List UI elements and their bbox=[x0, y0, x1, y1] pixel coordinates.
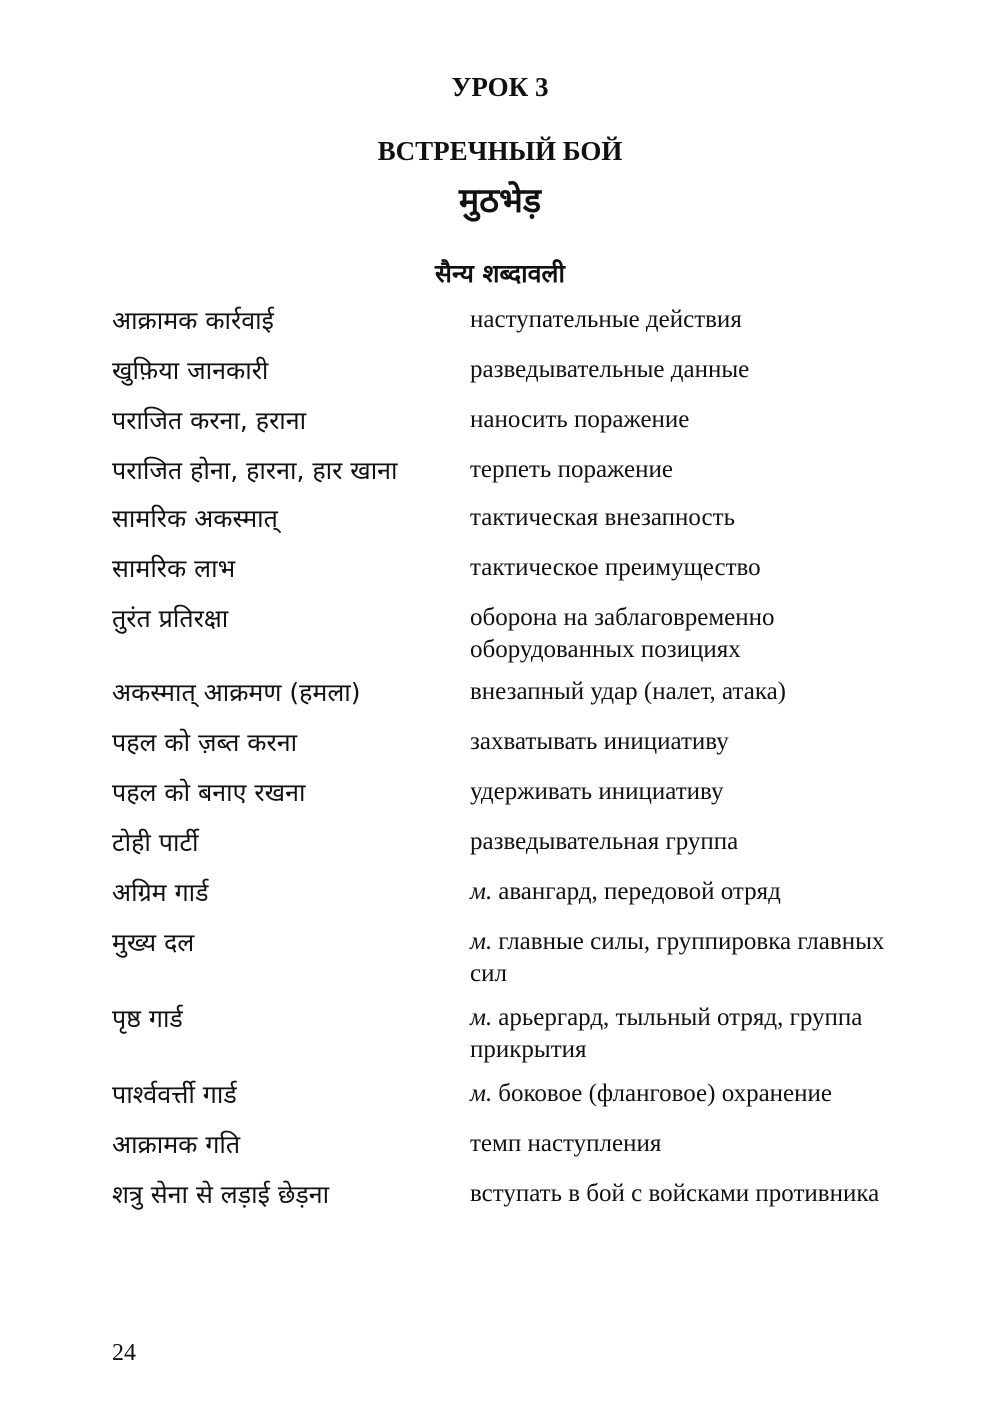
vocab-row bbox=[112, 1128, 912, 1162]
vocab-row bbox=[112, 726, 912, 760]
vocab-russian-translation bbox=[470, 404, 912, 436]
vocab-row bbox=[112, 1178, 912, 1212]
vocab-russian-text: разведывательная группа bbox=[470, 828, 739, 855]
vocab-russian-text: тактическая внезапность bbox=[470, 504, 735, 531]
vocab-row bbox=[112, 826, 912, 860]
vocab-abbreviation: м. bbox=[470, 1080, 493, 1107]
vocab-hindi-term: पार्श्ववर्त्ती गार्ड bbox=[112, 1080, 237, 1109]
vocab-hindi-term: सामरिक लाभ bbox=[112, 554, 236, 583]
vocab-russian-translation bbox=[470, 776, 912, 808]
vocab-russian-text: оборона на заблаговременно оборудованных позициях bbox=[470, 604, 775, 663]
vocab-hindi-term: पहल को ज़ब्त करना bbox=[112, 728, 298, 757]
vocab-russian-translation bbox=[470, 454, 912, 486]
vocab-russian-translation bbox=[470, 552, 912, 584]
vocab-hindi-term: आक्रामक गति bbox=[112, 1130, 241, 1159]
vocab-russian-translation bbox=[470, 926, 912, 990]
vocab-row bbox=[112, 1002, 912, 1066]
vocab-hindi-term: मुख्य दल bbox=[112, 928, 195, 957]
vocab-russian-text: наступательные действия bbox=[470, 306, 742, 333]
vocab-abbreviation: м. bbox=[470, 1004, 493, 1031]
vocab-russian-translation bbox=[470, 676, 912, 708]
vocab-row bbox=[112, 602, 912, 666]
vocab-russian-translation bbox=[470, 502, 912, 534]
vocab-row bbox=[112, 404, 912, 438]
lesson-title-hindi: मुठभेड़ bbox=[458, 181, 542, 221]
vocab-russian-translation bbox=[470, 304, 912, 336]
vocab-hindi-term: पहल को बनाए रखना bbox=[112, 778, 306, 807]
vocab-row bbox=[112, 776, 912, 810]
vocabulary-heading: सैन्य शब्दावली bbox=[435, 259, 565, 288]
vocab-russian-translation bbox=[470, 602, 912, 666]
vocab-hindi-term: अकस्मात् आक्रमण (हमला) bbox=[112, 678, 361, 707]
vocab-russian-text: внезапный удар (налет, атака) bbox=[470, 678, 787, 705]
vocab-russian-text: боковое (фланговое) охранение bbox=[498, 1080, 832, 1107]
vocab-abbreviation: м. bbox=[470, 878, 493, 905]
vocab-russian-translation bbox=[470, 354, 912, 386]
vocab-hindi-term: अग्रिम गार्ड bbox=[112, 878, 209, 907]
vocab-row bbox=[112, 926, 912, 990]
vocab-russian-text: арьергард, тыльный отряд, группа прикрытия bbox=[470, 1004, 863, 1063]
vocab-row bbox=[112, 1078, 912, 1112]
vocab-russian-text: наносить поражение bbox=[470, 406, 690, 433]
vocab-row bbox=[112, 354, 912, 388]
vocab-russian-text: главные силы, группировка главных сил bbox=[470, 928, 885, 987]
vocab-russian-text: вступать в бой с войсками противника bbox=[470, 1180, 880, 1207]
vocab-row bbox=[112, 676, 912, 710]
vocab-russian-text: авангард, передовой отряд bbox=[498, 878, 781, 905]
vocab-hindi-term: आक्रामक कार्रवाई bbox=[112, 306, 274, 335]
vocab-hindi-term: तुरंत प्रतिरक्षा bbox=[112, 604, 229, 633]
page-number: 24 bbox=[112, 1340, 136, 1366]
vocab-russian-text: терпеть поражение bbox=[470, 456, 673, 483]
vocab-russian-translation bbox=[470, 726, 912, 758]
vocab-hindi-term: टोही पार्टी bbox=[112, 828, 199, 857]
vocab-russian-text: темп наступления bbox=[470, 1130, 662, 1157]
vocab-row bbox=[112, 304, 912, 338]
vocab-hindi-term: पराजित होना, हारना, हार खाना bbox=[112, 456, 398, 485]
vocab-russian-translation bbox=[470, 1128, 912, 1160]
vocab-russian-text: захватывать инициативу bbox=[470, 728, 729, 755]
lesson-number: УРОК 3 bbox=[451, 72, 549, 102]
vocab-row bbox=[112, 454, 912, 488]
vocabulary-list bbox=[112, 304, 912, 1212]
lesson-title-russian: ВСТРЕЧНЫЙ БОЙ bbox=[377, 136, 623, 166]
vocab-hindi-term: पराजित करना, हराना bbox=[112, 406, 307, 435]
vocab-russian-translation bbox=[470, 876, 912, 908]
vocab-russian-translation bbox=[470, 1178, 912, 1210]
vocab-hindi-term: शत्रु सेना से लड़ाई छेड़ना bbox=[112, 1180, 330, 1209]
vocab-hindi-term: सामरिक अकस्मात् bbox=[112, 504, 278, 533]
vocab-russian-translation bbox=[470, 1078, 912, 1110]
vocab-row bbox=[112, 552, 912, 586]
vocab-russian-text: удерживать инициативу bbox=[470, 778, 724, 805]
vocab-russian-text: разведывательные данные bbox=[470, 356, 750, 383]
vocab-russian-translation bbox=[470, 826, 912, 858]
vocab-abbreviation: м. bbox=[470, 928, 493, 955]
vocab-russian-translation bbox=[470, 1002, 912, 1066]
vocab-row bbox=[112, 502, 912, 536]
vocab-row bbox=[112, 876, 912, 910]
vocab-hindi-term: खुफ़िया जानकारी bbox=[112, 356, 269, 385]
vocab-russian-text: тактическое преимущество bbox=[470, 554, 761, 581]
vocab-hindi-term: पृष्ठ गार्ड bbox=[112, 1004, 183, 1033]
